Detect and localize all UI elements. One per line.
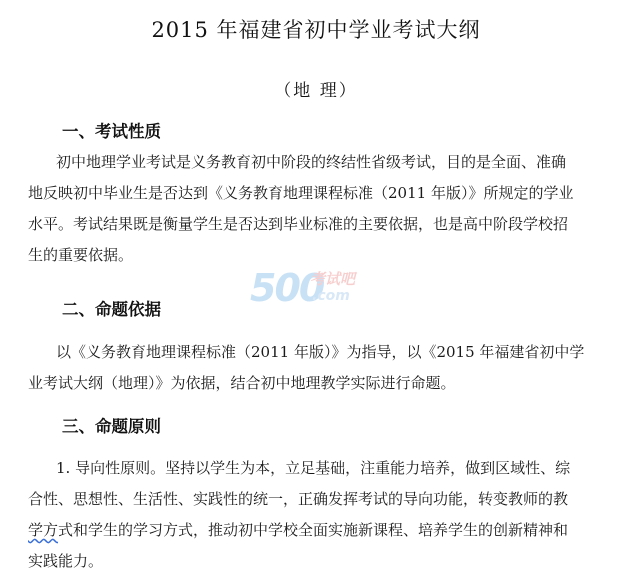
- watermark-domain: .com: [312, 288, 350, 304]
- paragraph-line: 水平。考试结果既是衡量学生是否达到毕业标准的主要依据，也是高中阶段学校招: [28, 215, 569, 233]
- paragraph-line: 以《义务教育地理课程标准（2011 年版）》为指导，以《2015 年福建省初中学: [56, 343, 585, 361]
- spellcheck-underline: 学方: [28, 521, 59, 539]
- watermark-number: 500: [250, 266, 324, 310]
- document-title: 2015 年福建省初中学业考试大纲: [151, 18, 481, 42]
- section-heading-exam-nature: 一、考试性质: [62, 122, 161, 141]
- paragraph-line: 初中地理学业考试是义务教育初中阶段的终结性省级考试，目的是全面、准确: [56, 153, 567, 171]
- section-body-exam-nature: [28, 147, 606, 271]
- document-subtitle: （地 理）: [274, 81, 358, 101]
- paragraph-line: 业考试大纲（地理）》为依据，结合初中地理教学实际进行命题。: [28, 374, 456, 392]
- paragraph-line: 1. 导向性原则。坚持以学生为本，立足基础，注重能力培养，做到区域性、综: [56, 459, 571, 477]
- paragraph-line: 生的重要依据。: [28, 246, 134, 264]
- paragraph-line: 学方式和学生的学习方式，推动初中学校全面实施新课程、培养学生的创新精神和: [28, 521, 569, 539]
- section-body-basis: [28, 337, 606, 399]
- paragraph-line: 合性、思想性、生活性、实践性的统一，正确发挥考试的导向功能，转变教师的教: [28, 490, 569, 508]
- paragraph-line: 地反映初中毕业生是否达到《义务教育地理课程标准（2011 年版）》所规定的学业: [28, 184, 574, 202]
- watermark-logo: [248, 262, 388, 316]
- section-heading-basis: 二、命题依据: [62, 300, 161, 319]
- section-heading-principles: 三、命题原则: [62, 417, 161, 436]
- watermark-text: 考试吧: [310, 270, 356, 288]
- section-body-principles: [28, 453, 606, 577]
- paragraph-line: 实践能力。: [28, 552, 104, 570]
